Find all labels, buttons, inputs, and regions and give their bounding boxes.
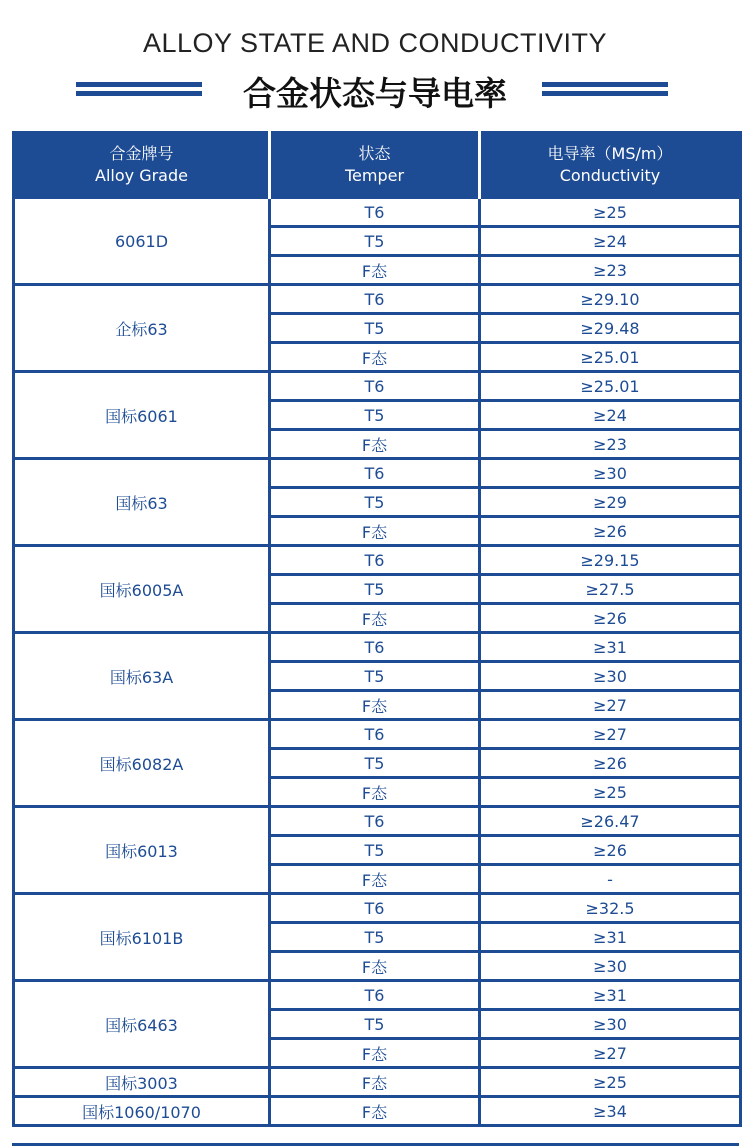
- temper-cell: T5: [270, 488, 480, 517]
- alloy-grade-cell: 6061D: [14, 198, 270, 285]
- conductivity-cell: ≥27: [480, 1039, 741, 1068]
- temper-cell: T6: [270, 459, 480, 488]
- temper-cell: F态: [270, 778, 480, 807]
- temper-cell: F态: [270, 691, 480, 720]
- table-row: [14, 372, 741, 401]
- conductivity-cell: -: [480, 865, 741, 894]
- temper-cell: T6: [270, 198, 480, 227]
- temper-cell: T6: [270, 372, 480, 401]
- alloy-grade-cell: 国标3003: [14, 1068, 270, 1097]
- conductivity-cell: ≥31: [480, 633, 741, 662]
- conductivity-cell: ≥25: [480, 1068, 741, 1097]
- column-header-temper: [270, 133, 480, 198]
- table-row: [14, 807, 741, 836]
- conductivity-cell: ≥24: [480, 401, 741, 430]
- temper-cell: F态: [270, 952, 480, 981]
- table-row: [14, 1097, 741, 1126]
- temper-cell: F态: [270, 604, 480, 633]
- table-row: [14, 1068, 741, 1097]
- conductivity-cell: ≥25: [480, 198, 741, 227]
- temper-cell: F态: [270, 256, 480, 285]
- temper-cell: T5: [270, 836, 480, 865]
- conductivity-cell: ≥23: [480, 256, 741, 285]
- temper-cell: T5: [270, 575, 480, 604]
- chinese-title: 合金状态与导电率: [243, 74, 507, 113]
- conductivity-cell: ≥32.5: [480, 894, 741, 923]
- column-header-cn: 合金牌号: [109, 144, 174, 163]
- temper-cell: T5: [270, 227, 480, 256]
- column-header-en: Temper: [344, 166, 405, 185]
- temper-cell: T6: [270, 546, 480, 575]
- conductivity-cell: ≥26: [480, 517, 741, 546]
- bottom-divider: [12, 1143, 739, 1146]
- conductivity-cell: ≥29.10: [480, 285, 741, 314]
- temper-cell: F态: [270, 1039, 480, 1068]
- english-title: ALLOY STATE AND CONDUCTIVITY: [142, 28, 608, 58]
- conductivity-cell: ≥29.15: [480, 546, 741, 575]
- conductivity-cell: ≥26.47: [480, 807, 741, 836]
- temper-cell: T6: [270, 285, 480, 314]
- table-row: [14, 633, 741, 662]
- table-header-row: [14, 133, 741, 198]
- conductivity-cell: ≥25.01: [480, 343, 741, 372]
- column-header-cn: 状态: [358, 144, 391, 163]
- alloy-grade-cell: 国标6082A: [14, 720, 270, 807]
- column-header-en: Conductivity: [559, 166, 661, 185]
- conductivity-cell: ≥24: [480, 227, 741, 256]
- alloy-grade-cell: 国标6013: [14, 807, 270, 894]
- temper-cell: T5: [270, 662, 480, 691]
- temper-cell: T6: [270, 633, 480, 662]
- conductivity-cell: ≥27: [480, 691, 741, 720]
- conductivity-cell: ≥29.48: [480, 314, 741, 343]
- temper-cell: T6: [270, 981, 480, 1010]
- column-header-en: Alloy Grade: [95, 166, 188, 185]
- table-row: [14, 894, 741, 923]
- page-header: [0, 0, 750, 130]
- title-decoration-right: [542, 82, 668, 96]
- table-row: [14, 546, 741, 575]
- temper-cell: T6: [270, 894, 480, 923]
- table-row: [14, 981, 741, 1010]
- column-header-cn: 电导率（MS/m）: [547, 144, 673, 163]
- conductivity-cell: ≥31: [480, 981, 741, 1010]
- conductivity-cell: ≥26: [480, 604, 741, 633]
- table-row: [14, 198, 741, 227]
- temper-cell: T5: [270, 749, 480, 778]
- temper-cell: F态: [270, 430, 480, 459]
- conductivity-cell: ≥26: [480, 749, 741, 778]
- conductivity-cell: ≥30: [480, 952, 741, 981]
- temper-cell: F态: [270, 1097, 480, 1126]
- alloy-grade-cell: 国标6463: [14, 981, 270, 1068]
- conductivity-cell: ≥30: [480, 1010, 741, 1039]
- conductivity-cell: ≥27.5: [480, 575, 741, 604]
- conductivity-cell: ≥26: [480, 836, 741, 865]
- table-body: [14, 198, 741, 1126]
- conductivity-cell: ≥30: [480, 459, 741, 488]
- temper-cell: F态: [270, 517, 480, 546]
- temper-cell: T5: [270, 1010, 480, 1039]
- alloy-grade-cell: 国标1060/1070: [14, 1097, 270, 1126]
- temper-cell: T6: [270, 720, 480, 749]
- conductivity-table: [12, 131, 742, 1127]
- table-row: [14, 720, 741, 749]
- table-row: [14, 459, 741, 488]
- temper-cell: T6: [270, 807, 480, 836]
- temper-cell: T5: [270, 923, 480, 952]
- alloy-grade-cell: 国标6061: [14, 372, 270, 459]
- conductivity-cell: ≥27: [480, 720, 741, 749]
- temper-cell: F态: [270, 343, 480, 372]
- conductivity-cell: ≥30: [480, 662, 741, 691]
- temper-cell: T5: [270, 401, 480, 430]
- conductivity-cell: ≥25.01: [480, 372, 741, 401]
- column-header-conductivity: [480, 133, 741, 198]
- alloy-grade-cell: 国标6005A: [14, 546, 270, 633]
- conductivity-cell: ≥31: [480, 923, 741, 952]
- alloy-grade-cell: 国标63: [14, 459, 270, 546]
- temper-cell: T5: [270, 314, 480, 343]
- conductivity-cell: ≥23: [480, 430, 741, 459]
- conductivity-cell: ≥34: [480, 1097, 741, 1126]
- alloy-grade-cell: 企标63: [14, 285, 270, 372]
- temper-cell: F态: [270, 1068, 480, 1097]
- conductivity-cell: ≥25: [480, 778, 741, 807]
- conductivity-cell: ≥29: [480, 488, 741, 517]
- alloy-grade-cell: 国标63A: [14, 633, 270, 720]
- column-header-grade: [14, 133, 270, 198]
- table-row: [14, 285, 741, 314]
- alloy-grade-cell: 国标6101B: [14, 894, 270, 981]
- temper-cell: F态: [270, 865, 480, 894]
